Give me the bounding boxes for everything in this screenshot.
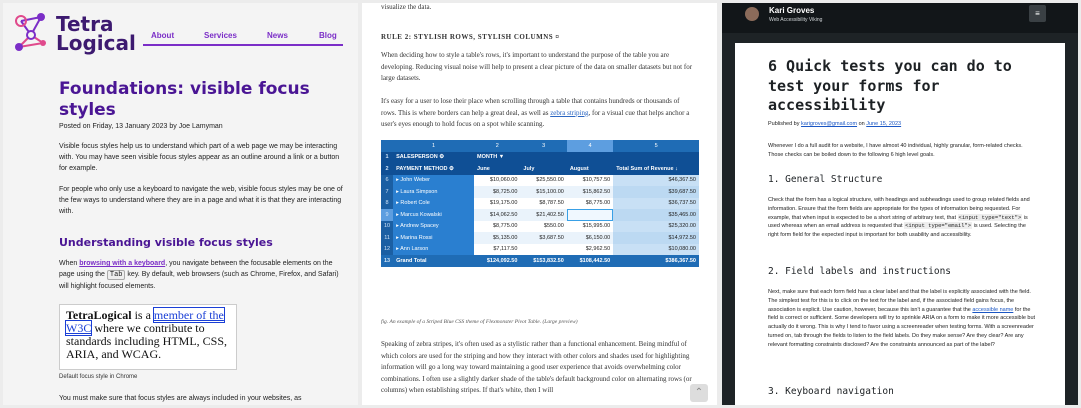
browsing-keyboard-link[interactable]: browsing with a keyboard bbox=[79, 260, 166, 267]
table-row bbox=[381, 175, 699, 187]
structure-paragraph bbox=[768, 196, 1038, 240]
salesperson-name: Marcus Kowalski bbox=[400, 211, 442, 218]
section-heading-1: 1. General Structure bbox=[768, 174, 883, 185]
post-meta: Posted on Friday, 13 January 2023 by Joe Lamyman bbox=[59, 123, 223, 130]
column-number-row bbox=[381, 140, 699, 152]
row-number: 2 bbox=[381, 163, 393, 175]
salesperson-cell[interactable] bbox=[393, 209, 474, 221]
col-2[interactable]: 2 bbox=[474, 140, 520, 152]
author-link[interactable]: karigroves@gmail.com bbox=[801, 121, 858, 127]
text: is used. Selecting the right form field for the expected input is important for both usability and accessibility. bbox=[768, 223, 1026, 239]
salesperson-cell[interactable] bbox=[393, 186, 474, 198]
row-number[interactable]: 10 bbox=[381, 221, 393, 233]
july-cell[interactable]: $8,787.50 bbox=[520, 198, 566, 210]
nav-services[interactable]: Services bbox=[204, 31, 237, 40]
settings-icon[interactable]: ⚙ bbox=[449, 165, 454, 172]
text: Published by bbox=[768, 121, 802, 127]
expand-arrow-icon[interactable]: ▸ bbox=[396, 223, 401, 230]
june-cell[interactable]: $7,117.50 bbox=[474, 244, 520, 256]
paragraph-3: Speaking of zebra stripes, it's often used as a stylistic rather than a functional enhancement. Being mindful of which colors are used for the striping and how they interact with other colors and shades used for highlighting information will go a long way toward maintaining a good user experience that avoids overwhelming color combinations. I often use a slightly darker shade of the table's default background color on alternating rows (or columns) when establishing stripes. If that's white, then I will bbox=[381, 340, 692, 394]
corner-cell bbox=[381, 140, 393, 152]
text: is used whereas when an email address is requested that bbox=[768, 214, 1028, 230]
site-tagline: Web Accessibility Viking bbox=[769, 17, 823, 23]
july-cell[interactable]: $15,100.00 bbox=[520, 186, 566, 198]
june-cell[interactable]: $10,060.00 bbox=[474, 175, 520, 187]
payment-method-header[interactable] bbox=[393, 163, 474, 175]
site-name[interactable]: Kari Groves bbox=[769, 6, 815, 15]
paragraph-2 bbox=[381, 96, 696, 131]
code-input-email: <input type="email"> bbox=[905, 222, 972, 230]
date-link[interactable]: June 15, 2023 bbox=[866, 121, 902, 127]
code-input-text: <input type="text"> bbox=[958, 213, 1022, 221]
total-cell[interactable]: $35,465.00 bbox=[613, 209, 699, 221]
table-row bbox=[381, 232, 699, 244]
salesperson-name: Ann Larson bbox=[400, 246, 429, 253]
rule-heading bbox=[381, 33, 559, 41]
tab-paragraph bbox=[59, 258, 344, 292]
text: is a bbox=[131, 308, 154, 322]
grand-august: $108,442.50 bbox=[567, 255, 613, 267]
section-heading-2: 2. Field labels and instructions bbox=[768, 266, 952, 277]
zebra-striping-link[interactable]: zebra striping bbox=[550, 108, 589, 117]
section-heading: Understanding visible focus styles bbox=[59, 236, 273, 249]
month-august: August bbox=[567, 163, 613, 175]
article-title: 6 Quick tests you can do to test your forms for accessibility bbox=[768, 57, 1012, 114]
total-cell[interactable]: $36,737.50 bbox=[613, 198, 699, 210]
brand-wordmark[interactable] bbox=[56, 12, 136, 55]
text: , for a visual cue that helps anchor a user's eyes enough to hold focus on a spot while scanning. bbox=[381, 108, 690, 128]
july-cell[interactable]: $3,687.50 bbox=[520, 232, 566, 244]
col-4[interactable]: 4 bbox=[567, 140, 613, 152]
salesperson-name: Robert Cole bbox=[400, 200, 430, 207]
pivot-table bbox=[381, 140, 699, 267]
total-header[interactable] bbox=[613, 163, 699, 175]
text: where we contribute to standards including HTML, CSS, ARIA, and WCAG. bbox=[66, 321, 227, 361]
salesperson-header[interactable] bbox=[393, 152, 474, 164]
expand-arrow-icon[interactable]: ▸ bbox=[396, 211, 401, 218]
text: for the field is correct or sufficient. Some developers will try to sprinkle ARIA on a form to make it more accessible but actually do it wrong. This is why I tend to favor using a screenreader when testing forms. With a screenreader turned on, tab through the fields to listen to the field labels. Do they make sense? Are they clear? Are any relevant formatting constraints disclosed? Are the constraints announced as part of the label? bbox=[768, 306, 1036, 348]
june-cell[interactable]: $8,725.00 bbox=[474, 186, 520, 198]
labels-paragraph bbox=[768, 288, 1038, 350]
label: Total Sum of Revenue bbox=[616, 165, 674, 172]
expand-arrow-icon[interactable]: ▸ bbox=[396, 200, 401, 207]
table-row bbox=[381, 221, 699, 233]
paragraph-1: When deciding how to style a table's rows, it's important to understand the purpose of the table you are developing. Reducing visual noise will help to present a clear picture of the data on smaller datasets but not for large datasets. bbox=[381, 51, 693, 82]
tetralogical-article-panel bbox=[3, 3, 358, 405]
avatar[interactable] bbox=[745, 7, 759, 21]
august-cell[interactable] bbox=[567, 209, 613, 221]
focus-paragraph: You must make sure that focus styles are always included in your websites, as bbox=[59, 395, 302, 402]
sort-down-icon[interactable]: ↓ bbox=[675, 165, 678, 172]
july-cell[interactable]: $21,402.50 bbox=[520, 209, 566, 221]
col-1[interactable]: 1 bbox=[393, 140, 474, 152]
grand-total-sum: $386,367.50 bbox=[613, 255, 699, 267]
table-body bbox=[381, 175, 699, 256]
june-cell[interactable]: $5,135.00 bbox=[474, 232, 520, 244]
byline bbox=[768, 121, 901, 127]
nav-underline bbox=[143, 44, 343, 46]
figure-caption: fig. An example of a Striped Blue CSS theme of Flexmonster Pivot Table. (Large preview) bbox=[381, 319, 578, 325]
june-cell[interactable]: $19,175.00 bbox=[474, 198, 520, 210]
figure-caption: Default focus style in Chrome bbox=[59, 374, 138, 380]
keyboard-paragraph: For people who only use a keyboard to navigate the web, visible focus styles may be one of the few ways to understand where they are in a page and what it is that they are interacting with. bbox=[59, 186, 343, 215]
section-heading-3: 3. Keyboard navigation bbox=[768, 386, 894, 397]
nav-blog[interactable]: Blog bbox=[319, 31, 337, 40]
august-cell[interactable]: $10,757.50 bbox=[567, 175, 613, 187]
scroll-to-top-icon[interactable]: ⌃ bbox=[690, 384, 708, 402]
text: When bbox=[59, 260, 80, 267]
intro-paragraph: Whenever I do a full audit for a website, I have almost 40 individual, highly granular, form-related checks. Those checks can be boiled down to the following 6 high level goals. bbox=[768, 143, 1023, 158]
intro-paragraph: Visible focus styles help us to understand which part of a web page we may be interacting with. You may have seen visible focus styles appear as an outline around a link or a button for example. bbox=[59, 143, 340, 172]
table-row bbox=[381, 209, 699, 221]
grand-total-row bbox=[381, 255, 699, 267]
table-article-panel bbox=[362, 3, 717, 405]
text: key. By default, web browsers (such as Chrome, Firefox, and Safari) will highlight focused elements. bbox=[59, 271, 339, 290]
article-card bbox=[735, 43, 1065, 405]
expand-arrow-icon[interactable]: ▸ bbox=[396, 177, 401, 184]
table-row bbox=[381, 244, 699, 256]
accessible-name-link[interactable]: accessible name bbox=[972, 306, 1014, 313]
salesperson-name: John Weber bbox=[400, 177, 430, 184]
header-row-1 bbox=[381, 152, 699, 164]
col-5[interactable]: 5 bbox=[613, 140, 699, 152]
label: PAYMENT METHOD bbox=[396, 165, 448, 172]
settings-icon[interactable]: ⚙ bbox=[439, 154, 445, 161]
grand-july: $153,832.50 bbox=[520, 255, 566, 267]
salesperson-name: Andrew Spacey bbox=[400, 223, 439, 230]
text: Next, make sure that each form field has a clear label and that the label is explicitly associated with the field. The simplest test for this is to click on the text for the label and, if the associated field gains focus, the association is explicit. Use caution, however, because this isn't a guarantee that the bbox=[768, 289, 1031, 313]
july-cell[interactable]: $25,550.00 bbox=[520, 175, 566, 187]
grand-total-label: Grand Total bbox=[393, 255, 474, 267]
salesperson-cell[interactable] bbox=[393, 198, 474, 210]
salesperson-cell[interactable] bbox=[393, 175, 474, 187]
august-cell[interactable]: $2,962.50 bbox=[567, 244, 613, 256]
august-cell[interactable]: $15,995.00 bbox=[567, 221, 613, 233]
salesperson-name: Marina Rossi bbox=[400, 234, 433, 241]
august-cell[interactable]: $15,862.50 bbox=[567, 186, 613, 198]
salesperson-cell[interactable] bbox=[393, 232, 474, 244]
sort-filter-icon[interactable]: ▼ bbox=[498, 154, 505, 161]
month-header[interactable] bbox=[474, 152, 699, 164]
row-number: 1 bbox=[381, 152, 393, 164]
kari-groves-blog-panel bbox=[722, 3, 1078, 405]
site-header bbox=[722, 3, 1078, 33]
june-cell[interactable]: $14,062.50 bbox=[474, 209, 520, 221]
row-number[interactable]: 12 bbox=[381, 244, 393, 256]
month-july: July bbox=[520, 163, 566, 175]
august-cell[interactable]: $8,775.00 bbox=[567, 198, 613, 210]
table-row bbox=[381, 198, 699, 210]
w3c-link[interactable]: member of the W3C bbox=[66, 308, 224, 335]
nav-news[interactable]: News bbox=[267, 31, 288, 40]
page-title: Foundations: visible focus styles bbox=[59, 79, 310, 120]
text-fragment: visualize the data. bbox=[381, 3, 432, 11]
label: MONTH bbox=[477, 154, 498, 161]
june-cell[interactable]: $8,775.00 bbox=[474, 221, 520, 233]
brand-line-2: Logical bbox=[56, 31, 136, 55]
row-number[interactable]: 6 bbox=[381, 175, 393, 187]
expand-arrow-icon[interactable]: ▸ bbox=[396, 234, 401, 241]
month-june: June bbox=[474, 163, 520, 175]
total-cell[interactable]: $39,687.50 bbox=[613, 186, 699, 198]
tetralogical-logo-icon[interactable] bbox=[11, 9, 51, 55]
row-number[interactable]: 8 bbox=[381, 198, 393, 210]
row-number: 13 bbox=[381, 255, 393, 267]
row-number[interactable]: 7 bbox=[381, 186, 393, 198]
july-cell[interactable] bbox=[520, 244, 566, 256]
hamburger-menu-icon[interactable]: ≡ bbox=[1029, 5, 1046, 22]
col-3[interactable]: 3 bbox=[520, 140, 566, 152]
focus-demo-image bbox=[59, 304, 237, 370]
july-cell[interactable]: $550.00 bbox=[520, 221, 566, 233]
nav-about[interactable]: About bbox=[151, 31, 175, 40]
table-row bbox=[381, 186, 699, 198]
label: SALESPERSON bbox=[396, 154, 438, 161]
salesperson-cell[interactable] bbox=[393, 221, 474, 233]
salesperson-cell[interactable] bbox=[393, 244, 474, 256]
total-cell[interactable]: $25,320.00 bbox=[613, 221, 699, 233]
august-cell[interactable]: $6,150.00 bbox=[567, 232, 613, 244]
text: Check that the form has a logical structure, with headings and subheadings used to group related fields and information. Ensure that the form fields are appropriate for the types of information being requested. For example, that when input is expected to be a short string of arbitrary text, that bbox=[768, 197, 1030, 221]
brand-line-1: Tetra bbox=[56, 12, 114, 36]
header-row-2 bbox=[381, 163, 699, 175]
total-cell[interactable]: $10,080.00 bbox=[613, 244, 699, 256]
demo-bold: TetraLogical bbox=[66, 308, 132, 322]
text: It's easy for a user to lose their place when scrolling through a table that contains hundreds or thousands of rows. This is where borders can help a great deal, as well as bbox=[381, 97, 680, 117]
expand-arrow-icon[interactable]: ▸ bbox=[396, 246, 401, 253]
grand-june: $124,092.50 bbox=[474, 255, 520, 267]
rule-text: RULE 2: STYLISH ROWS, STYLISH COLUMNS bbox=[381, 33, 554, 41]
anchor-link-icon[interactable]: ¤ bbox=[555, 33, 560, 41]
total-cell[interactable]: $14,972.50 bbox=[613, 232, 699, 244]
tab-key: Tab bbox=[107, 270, 126, 280]
salesperson-name: Laura Simpson bbox=[400, 188, 438, 195]
text: , you navigate between the focusable elements on the page using the bbox=[59, 260, 333, 278]
total-cell[interactable]: $46,367.50 bbox=[613, 175, 699, 187]
text: on bbox=[857, 121, 867, 127]
row-number[interactable]: 11 bbox=[381, 232, 393, 244]
expand-arrow-icon[interactable]: ▸ bbox=[396, 188, 401, 195]
row-number[interactable]: 9 bbox=[381, 209, 393, 221]
